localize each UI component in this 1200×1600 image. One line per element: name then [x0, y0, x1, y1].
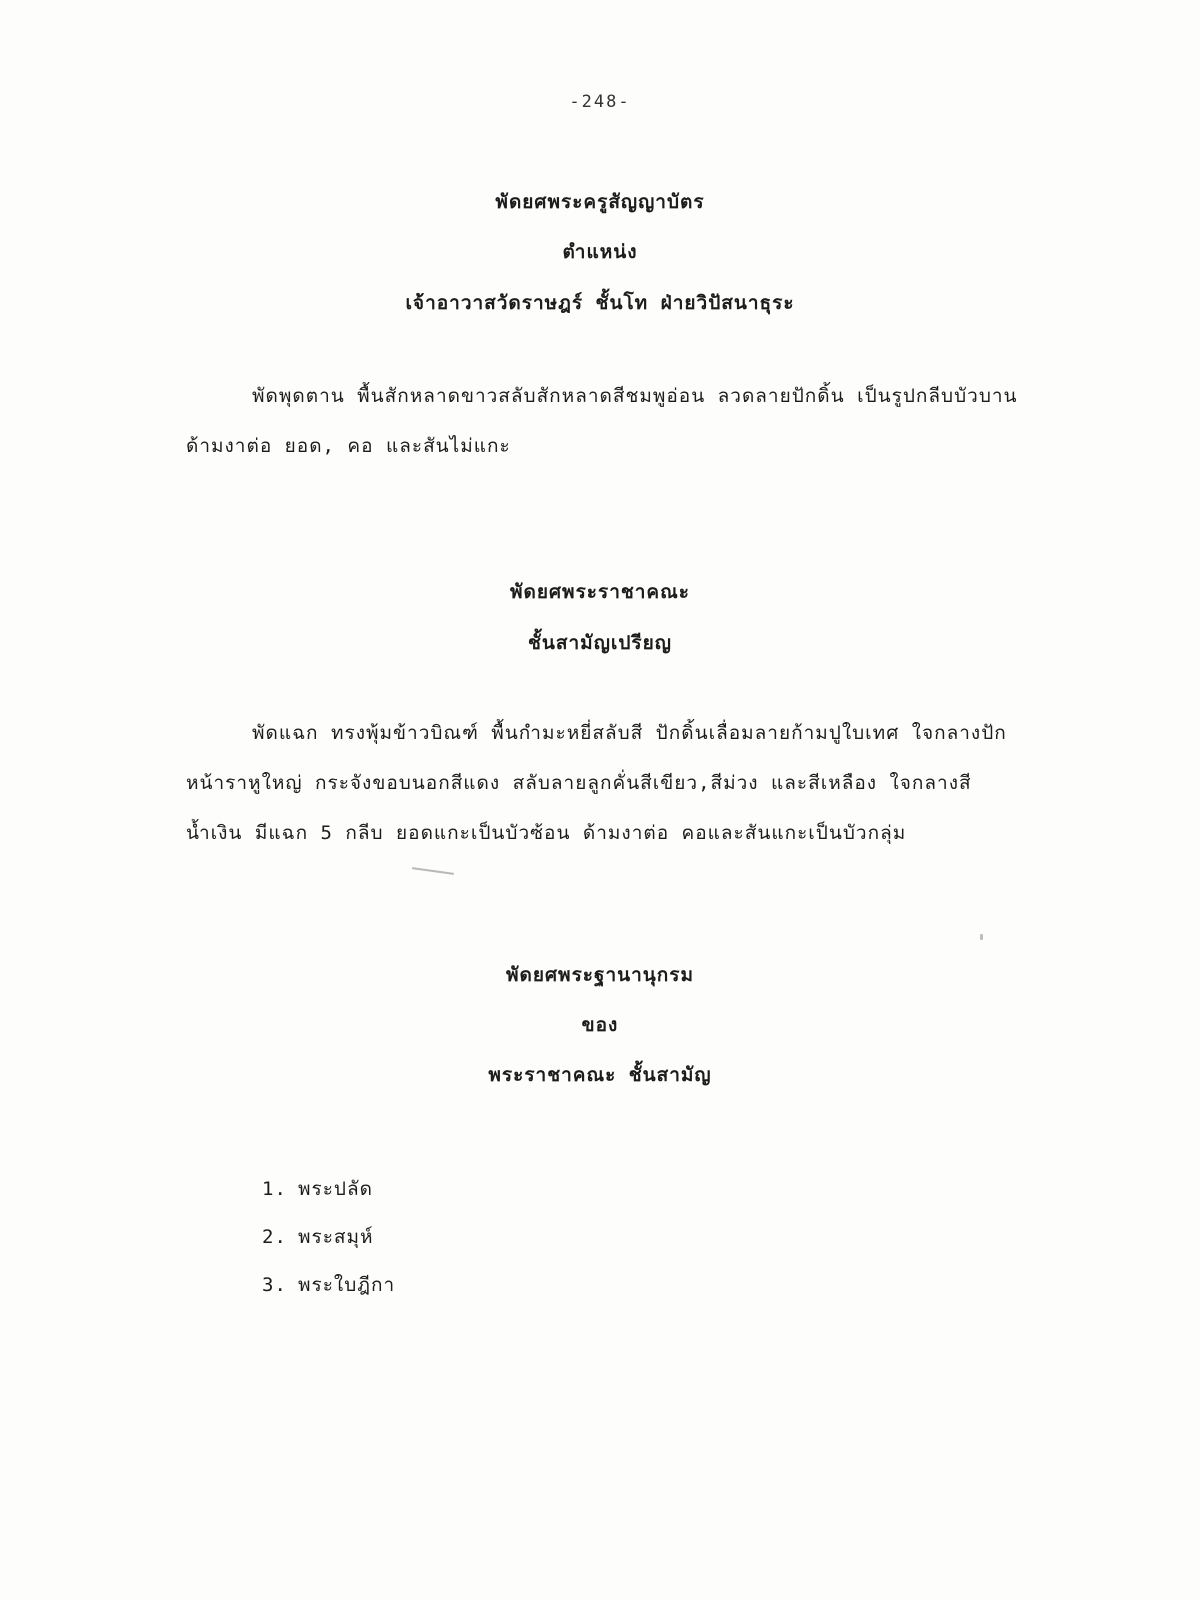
list-item [262, 1222, 374, 1252]
list-item-label: พระสมุห์ [298, 1226, 374, 1248]
section3-title: พัดยศพระฐานานุกรม [505, 964, 695, 986]
scan-mark [412, 867, 454, 875]
section1-subtitle: ตำแหน่ง [562, 241, 638, 263]
page-number: -248- [569, 92, 631, 112]
list-item [262, 1270, 395, 1300]
section1-title: พัดยศพระครูสัญญาบัตร [495, 191, 705, 213]
section2-paragraph-line1: พัดแฉก ทรงพุ้มข้าวบิณฑ์ พื้นกำมะหยี่สลับสี ปักดิ้นเลื่อมลายก้ามปูใบเทศ ใจกลางปัก [252, 722, 1007, 744]
section3-subtitle: ของ [581, 1014, 619, 1036]
list-item-number: 1. [262, 1178, 287, 1200]
section2-subtitle: ชั้นสามัญเปรียญ [528, 632, 672, 654]
section2-title: พัดยศพระราชาคณะ [510, 581, 690, 603]
section1-paragraph-line2: ด้ามงาต่อ ยอด, คอ และสันไม่แกะ [186, 435, 511, 457]
list-item-number: 3. [262, 1274, 287, 1296]
section1-paragraph-line1: พัดพุดตาน พื้นสักหลาดขาวสลับสักหลาดสีชมพูอ่อน ลวดลายปักดิ้น เป็นรูปกลีบบัวบาน [252, 385, 1018, 407]
list-item-label: พระใบฎีกา [298, 1274, 396, 1296]
section3-subtitle2: พระราชาคณะ ชั้นสามัญ [488, 1064, 712, 1086]
list-item-label: พระปลัด [298, 1178, 373, 1200]
list-item-number: 2. [262, 1226, 287, 1248]
section2-paragraph-line2: หน้าราหูใหญ่ กระจังขอบนอกสีแดง สลับลายลูกคั่นสีเขียว,สีม่วง และสีเหลือง ใจกลางสี [186, 772, 972, 794]
list-item [262, 1174, 373, 1204]
section2-paragraph-line3: น้ำเงิน มีแฉก 5 กลีบ ยอดแกะเป็นบัวซ้อน ด้ามงาต่อ คอและสันแกะเป็นบัวกลุ่ม [186, 822, 907, 844]
scan-speck [980, 934, 983, 940]
section1-subtitle2: เจ้าอาวาสวัดราษฎร์ ชั้นโท ฝ่ายวิปัสนาธุระ [405, 292, 795, 314]
